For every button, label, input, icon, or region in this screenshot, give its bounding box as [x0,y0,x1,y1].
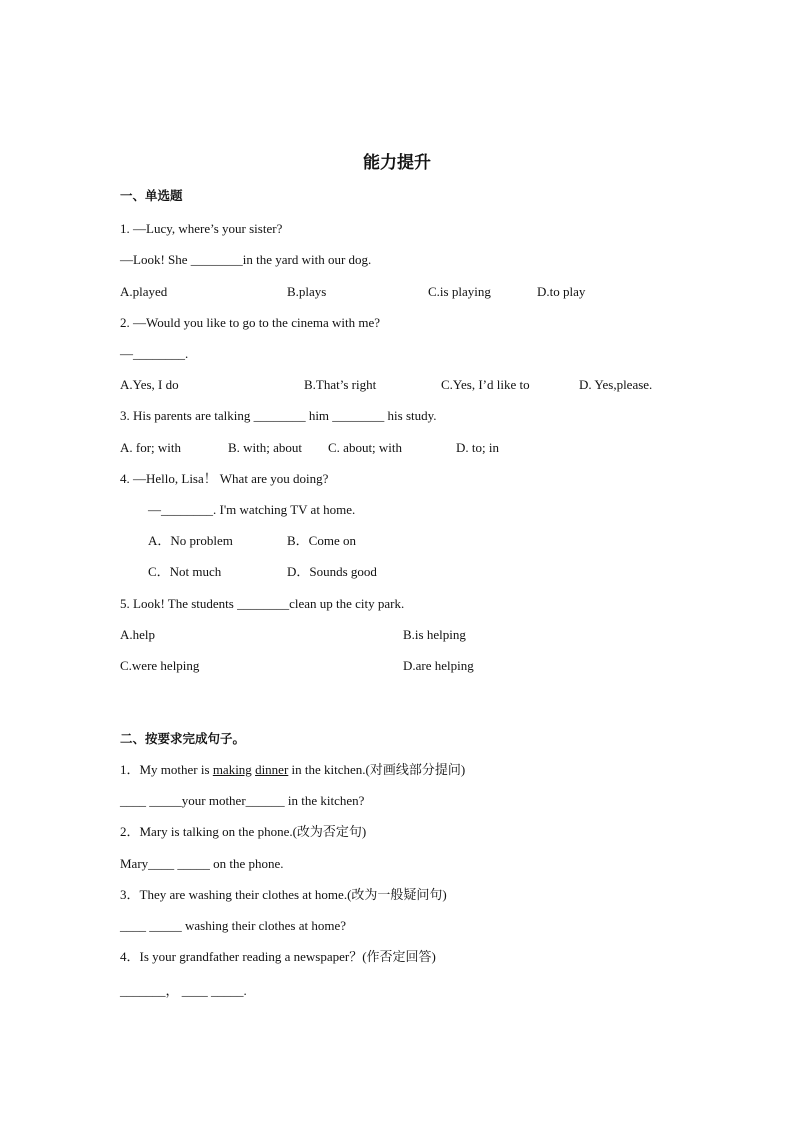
q4-option-d: D．Sounds good [287,564,377,579]
q1-option-a: A.played [120,284,168,299]
s1-stem-pre: 1．My mother is [120,762,213,777]
s1-stem [120,762,465,778]
section-heading-single-choice: 一、单选题 [120,188,183,203]
q1-stem-2: —Look! She ________in the yard with our dog. [120,252,372,267]
q2-stem-2: —________. [120,346,189,361]
q2-option-b: B.That’s right [304,377,377,392]
q1-option-d: D.to play [537,284,586,299]
q4-stem: 4. —Hello, Lisa！ What are you doing? [120,471,329,486]
q3-stem: 3. His parents are talking ________ him ________ his study. [120,408,437,423]
s3-answer: ____ _____ washing their clothes at home? [120,918,347,933]
s1-underlined-word-1: making [212,762,252,777]
q5-option-d: D.are helping [403,658,474,673]
q4-stem-2: —________. I'm watching TV at home. [148,502,356,517]
s4-answer: _______， ____ _____. [120,983,247,998]
q2-option-a: A.Yes, I do [120,377,179,392]
q4-option-a: A．No problem [148,533,233,548]
section-heading-complete-sentences: 二、按要求完成句子。 [120,731,246,746]
q4-option-c: C．Not much [148,564,222,579]
q1-stem: 1. —Lucy, where’s your sister? [120,221,283,236]
s3-stem: 3．They are washing their clothes at home.(改为一般疑问句) [120,887,447,902]
q5-stem: 5. Look! The students ________clean up the city park. [120,596,405,611]
q2-option-d: D. Yes,please. [579,377,653,392]
s1-answer: ____ _____your mother______ in the kitchen? [120,793,365,808]
q2-option-c: C.Yes, I’d like to [441,377,530,392]
s4-stem: 4．Is your grandfather reading a newspaper？(作否定回答) [120,949,436,964]
s2-stem: 2．Mary is talking on the phone.(改为否定句) [120,824,367,839]
q5-option-c: C.were helping [120,658,200,673]
s2-answer: Mary____ _____ on the phone. [120,856,284,871]
s1-underlined-word-2: dinner [255,762,289,777]
q1-option-c: C.is playing [428,284,491,299]
q5-option-a: A.help [120,627,156,642]
q2-stem: 2. —Would you like to go to the cinema with me? [120,315,380,330]
page-title: 能力提升 [363,153,431,173]
q5-option-b: B.is helping [403,627,466,642]
q4-option-b: B．Come on [287,533,356,548]
q3-option-b: B. with; about [228,440,303,455]
q1-option-b: B.plays [287,284,327,299]
q3-option-d: D. to; in [456,440,499,455]
q3-option-c: C. about; with [328,440,403,455]
s1-stem-post: in the kitchen.(对画线部分提问) [288,762,466,777]
q3-option-a: A. for; with [120,440,182,455]
